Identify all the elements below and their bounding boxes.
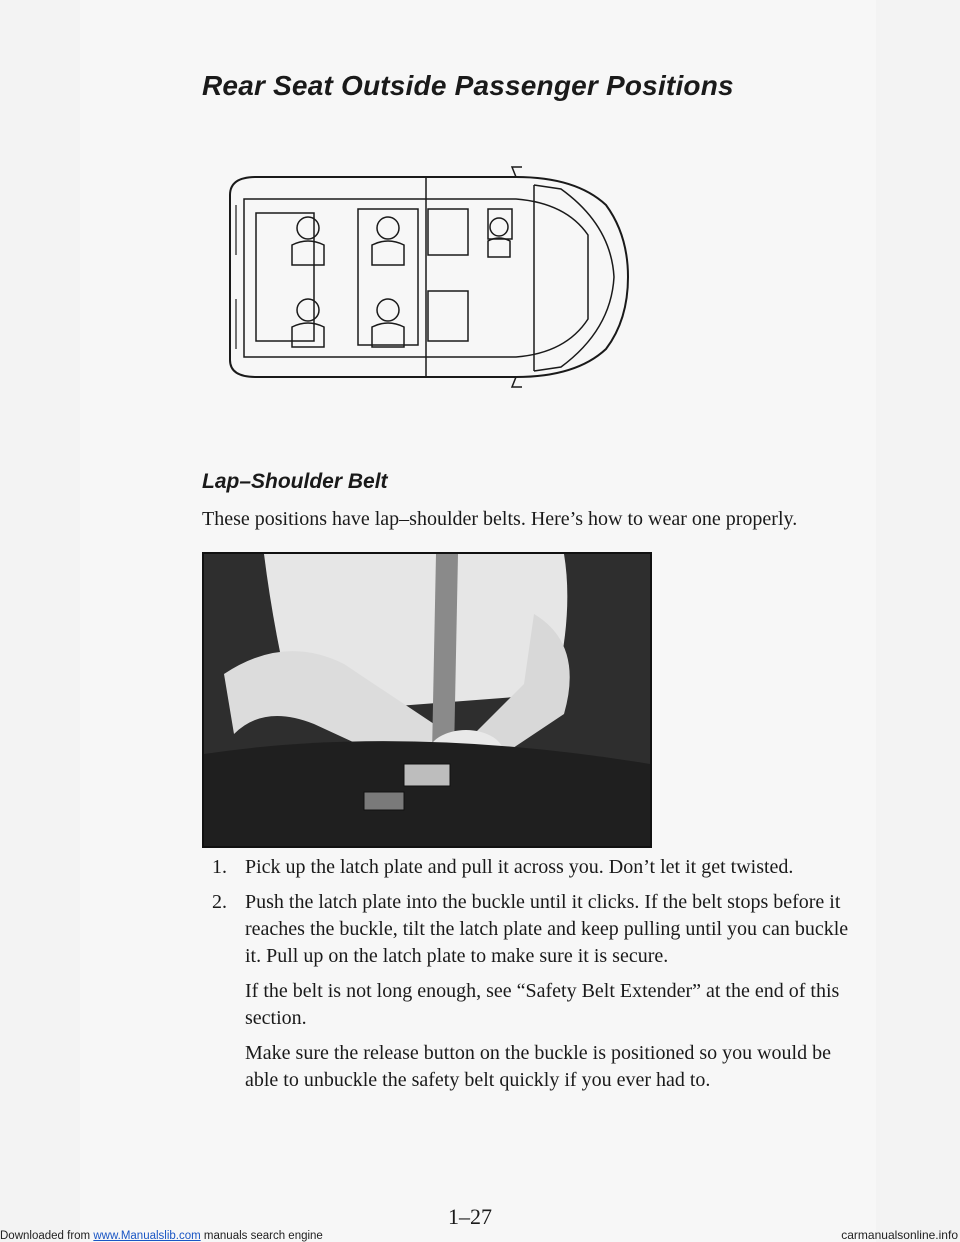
subsection-title: Lap–Shoulder Belt — [202, 470, 388, 493]
step-2 — [212, 889, 862, 970]
step-text: Push the latch plate into the buckle until it clicks. If the belt stops before it reaches the buckle, tilt the latch plate and keep pulling until you can buckle it. Pull up on the latch plate to make sure it is secure. — [245, 891, 849, 967]
belt-extender-note: If the belt is not long enough, see “Safety Belt Extender” at the end of this section. — [245, 980, 840, 1029]
passenger-rear-left-icon — [292, 217, 324, 265]
footer-prefix: Downloaded from — [0, 1230, 91, 1242]
step-number: 2. — [212, 891, 227, 913]
step-text: Pick up the latch plate and pull it across you. Don’t let it get twisted. — [245, 856, 794, 878]
step-number: 1. — [212, 856, 227, 878]
section-title: Rear Seat Outside Passenger Positions — [202, 70, 734, 101]
step-1 — [212, 854, 862, 881]
passenger-rear-right-icon — [292, 299, 324, 347]
left-margin — [0, 0, 80, 1242]
manualslib-link[interactable]: www.Manualslib.com — [93, 1230, 201, 1242]
release-button-note: Make sure the release button on the buckle is positioned so you would be able to unbuckle the safety belt quickly if you ever had to. — [245, 1042, 831, 1091]
lap-shoulder-belt-photo — [202, 552, 652, 848]
watermark: carmanualsonline.info — [841, 1228, 958, 1242]
right-margin — [876, 0, 960, 1242]
instruction-steps — [212, 854, 862, 1094]
page-number: 1–27 — [448, 1204, 492, 1229]
intro-paragraph: These positions have lap–shoulder belts. Here’s how to wear one properly. — [202, 508, 798, 530]
vehicle-seating-diagram — [216, 165, 632, 390]
download-footer — [0, 1230, 323, 1242]
footer-suffix: manuals search engine — [203, 1230, 323, 1242]
